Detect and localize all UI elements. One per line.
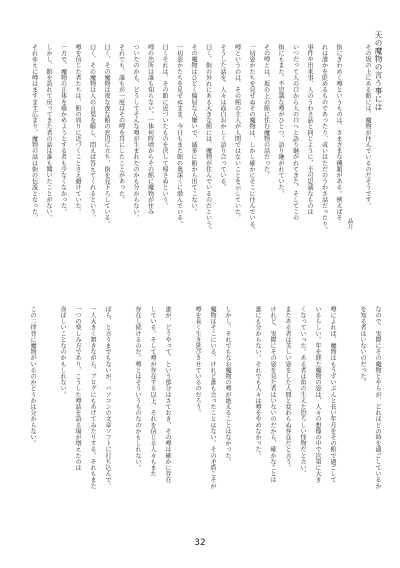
text-line: 曰く、街の外れにある大きな館には、魔物が住んでいるのだという。	[204, 44, 212, 234]
author-name: 晶月	[346, 218, 352, 230]
text-line: それでも、誰もが一度はその噂を耳にしたことがあった。	[117, 44, 125, 203]
text-line: 噂の出所は誰も知らない。一体何時頃からその館に魔物が住み	[146, 44, 154, 215]
text-line: 魔物はそこにいる、けれど誰も会ったことはない。その矛盾こそが	[209, 306, 216, 489]
text-line: 噂を信じた者たちは、館の周りに近づくことさえ避けていた。	[74, 44, 81, 215]
text-line: 街にもまた、不思議な噂がひとつ、語り継がれていた。	[277, 44, 284, 197]
text-line: またある者は美しい姿をした人間と変わらぬ存在だと言う。	[284, 306, 291, 471]
text-line: その坂の上にある館には、魔物が住んでいるのだそうです。	[364, 44, 371, 209]
text-line: 誰が、どうやって、という部分はさておき、その噂は確かに存在	[164, 306, 171, 483]
text-line	[238, 306, 247, 528]
text-line: いるらしい。年を経た魔物の姿は、人々の想像の中で次第に大き	[314, 306, 321, 483]
text-line: 一切姿かたちを見せぬその魔物は、しかし確かにそこに住んでいる。	[248, 44, 255, 234]
text-line: れは誰かを貶めるものであったり、或いはただのうわさ話だったり。	[320, 44, 328, 234]
text-line: 噂を長く生き延びさせているのだろう。	[194, 306, 201, 416]
text-line: 噂というのは、その館の主人が人間ではないことを示していた。	[233, 44, 241, 221]
text-line: ばら、と言うまでもないが、パソコンの文章ソフトに打ち込んで、	[104, 306, 111, 489]
page-number: 32	[194, 538, 206, 548]
text-line: なので、実際にその魔物とやらが、どれほどの時を過ごしているか	[374, 306, 381, 489]
text-line: しかし、館を訪れて戻ってきた者の話は誰も聞いたことがない。	[45, 44, 52, 221]
text-line: 一人大きく頷きながら、ブログにもあげてみたりする。それもまた	[89, 306, 96, 489]
text-line: けれど、実際にその姿を見た者はいないのだから、確かなことは	[269, 306, 276, 483]
story-title: 天の魔物の言う事には	[374, 31, 383, 111]
text-line: 喜ばしいことなのかもしれない。	[59, 306, 66, 398]
text-line: 事件や出来事、人のうわさ話と同じように、不可思議なものは	[306, 44, 313, 215]
text-line: しかし、それでもなお魔物の噂が絶えることはなかった。	[224, 306, 231, 465]
text-line	[43, 306, 52, 528]
text-line: 一つの楽しみ方であり、こうした噂話を語る場が増えたのは	[74, 306, 81, 471]
text-line: を知る者はいないのだった。	[359, 306, 366, 386]
text-line: 曰く、その魔物は夜な夜な館の窓辺に立ち、街を見下ろしている。	[103, 44, 110, 227]
text-line	[343, 306, 352, 528]
text-line: くなっていった。ある者は角の生えた恐ろしい怪物だと言い、	[299, 306, 306, 477]
text-line: それゆえに噂はますます広まり、魔物の話は街の伝説となった。	[30, 44, 38, 221]
text-line: その噂とは、坂の上の館に住む魔物の話だった。	[262, 44, 270, 179]
text-line: 曰くそれは、その館に近づいたものを決して帰さぬという。	[161, 44, 168, 209]
text-line: いつだって人の口から人の口へと語り継がれてきた。そしてこの	[291, 44, 299, 221]
text-line: 一方で、魔物の正体を確かめようとする者も少なくなかった。	[59, 44, 67, 215]
text-line	[178, 306, 187, 528]
text-line: 誰にも分からない。それでも人々は噂をやめなかった。	[254, 306, 261, 459]
text-line	[118, 306, 127, 528]
text-line: 街にぎわめく噂というものは、さまざまな種類がある。例えばそ	[335, 44, 342, 221]
text-line: 一切姿かたちを見せぬまま、今日もまた館の奥深くに潜んでいる。	[175, 44, 183, 227]
text-line: そうした話を、人々は面白おかしく語り合っている。	[219, 44, 226, 191]
text-line: 曰く、その魔物は人の言葉を解し、問えば答えてくれるという。	[88, 44, 96, 221]
text-line: この二律背に魔物がいるのかどうかは分からない。	[29, 306, 36, 447]
text-line: 存在し続けるのだ。噂とはそういうものなのかもしれない。	[134, 306, 141, 471]
text-line	[349, 44, 358, 284]
text-line: その魔物はひどく偏屈な人嫌いで、滅多に館から出てこない。	[190, 44, 197, 215]
text-line: 噂によれば、魔物はもうずいぶんと長い年月をその館で過ごして	[329, 306, 336, 483]
text-line: している。そして噂が存在する以上、それを信じる人々もまた	[149, 306, 156, 477]
text-line: ついたのかも、どうしてそんな噂が生まれたのかも分からない。	[132, 44, 139, 221]
